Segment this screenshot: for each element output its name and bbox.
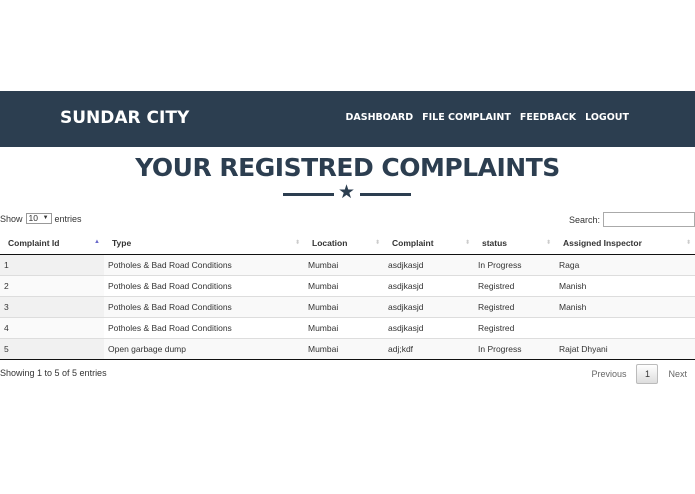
cell-inspector: Manish (555, 275, 695, 296)
navbar (0, 91, 695, 147)
cell-status: In Progress (474, 338, 555, 359)
cell-inspector (555, 317, 695, 338)
cell-complaint-id: 4 (0, 317, 104, 338)
search-input[interactable] (603, 212, 695, 227)
cell-complaint-id: 1 (0, 254, 104, 275)
cell-location: Mumbai (304, 338, 384, 359)
col-header-status[interactable] (474, 232, 555, 254)
cell-type: Potholes & Bad Road Conditions (104, 275, 304, 296)
cell-type: Potholes & Bad Road Conditions (104, 317, 304, 338)
cell-type: Potholes & Bad Road Conditions (104, 296, 304, 317)
cell-complaint-id: 2 (0, 275, 104, 296)
sort-arrow-icon: ⬍ (294, 240, 300, 246)
cell-complaint-id: 5 (0, 338, 104, 359)
cell-inspector: Rajat Dhyani (555, 338, 695, 359)
cell-location: Mumbai (304, 317, 384, 338)
table-row (0, 275, 695, 296)
search-control (569, 212, 695, 227)
col-header-complaint-id[interactable] (0, 232, 104, 254)
divider-line-right (360, 193, 411, 196)
cell-location: Mumbai (304, 275, 384, 296)
star-icon: ★ (338, 182, 356, 203)
cell-location: Mumbai (304, 296, 384, 317)
brand-logo[interactable]: SUNDAR CITY (60, 108, 190, 128)
title-divider (283, 182, 411, 204)
col-header-assigned-inspector[interactable] (555, 232, 695, 254)
search-label: Search: (568, 214, 600, 225)
entries-select[interactable] (26, 213, 52, 224)
page-1-button[interactable]: 1 (636, 364, 658, 384)
nav-dashboard-link[interactable]: DASHBOARD (345, 112, 414, 123)
nav-file-complaint-link[interactable]: FILE COMPLAINT (422, 112, 511, 123)
cell-type: Potholes & Bad Road Conditions (104, 254, 304, 275)
table-row (0, 296, 695, 317)
next-button[interactable]: Next (668, 369, 687, 379)
cell-status: Registred (474, 296, 555, 317)
nav-logout-link[interactable]: LOGOUT (585, 112, 629, 123)
previous-button[interactable]: Previous (591, 369, 627, 379)
table-info: Showing 1 to 5 of 5 entries (0, 368, 107, 378)
cell-status: Registred (474, 317, 555, 338)
cell-type: Open garbage dump (104, 338, 304, 359)
sort-arrow-icon: ⬍ (374, 240, 380, 246)
cell-complaint: adj;kdf (384, 338, 474, 359)
cell-inspector: Manish (555, 296, 695, 317)
cell-status: In Progress (474, 254, 555, 275)
table-row (0, 338, 695, 359)
cell-complaint: asdjkasjd (384, 296, 474, 317)
cell-complaint-id: 3 (0, 296, 104, 317)
entries-label: entries (54, 213, 82, 224)
cell-inspector: Raga (555, 254, 695, 275)
cell-complaint: asdjkasjd (384, 317, 474, 338)
cell-status: Registred (474, 275, 555, 296)
show-label: Show (0, 213, 23, 224)
table-header-row (0, 232, 695, 254)
entries-select-value: 10 (28, 213, 38, 223)
page-title: YOUR REGISTRED COMPLAINTS (135, 153, 560, 182)
sort-arrow-icon: ⬍ (685, 240, 691, 246)
sort-arrow-icon: ⬍ (545, 240, 551, 246)
cell-location: Mumbai (304, 254, 384, 275)
col-header-label: Location (312, 237, 348, 248)
pagination (591, 364, 687, 384)
cell-complaint: asdjkasjd (384, 254, 474, 275)
divider-line-left (283, 193, 334, 196)
sort-asc-icon: ▲ (94, 239, 100, 245)
col-header-location[interactable] (304, 232, 384, 254)
col-header-type[interactable] (104, 232, 304, 254)
col-header-label: Complaint Id (8, 237, 60, 248)
cell-complaint: asdjkasjd (384, 275, 474, 296)
chevron-down-icon: ▼ (42, 215, 49, 221)
complaints-table (0, 232, 695, 360)
table-row (0, 254, 695, 275)
col-header-complaint[interactable] (384, 232, 474, 254)
col-header-label: Complaint (392, 237, 434, 248)
nav-links (345, 112, 629, 123)
sort-arrow-icon: ⬍ (464, 240, 470, 246)
entries-length-control (0, 213, 82, 224)
col-header-label: Assigned Inspector (563, 237, 642, 248)
table-row (0, 317, 695, 338)
col-header-label: status (482, 237, 508, 248)
nav-feedback-link[interactable]: FEEDBACK (519, 112, 577, 123)
col-header-label: Type (112, 237, 132, 248)
